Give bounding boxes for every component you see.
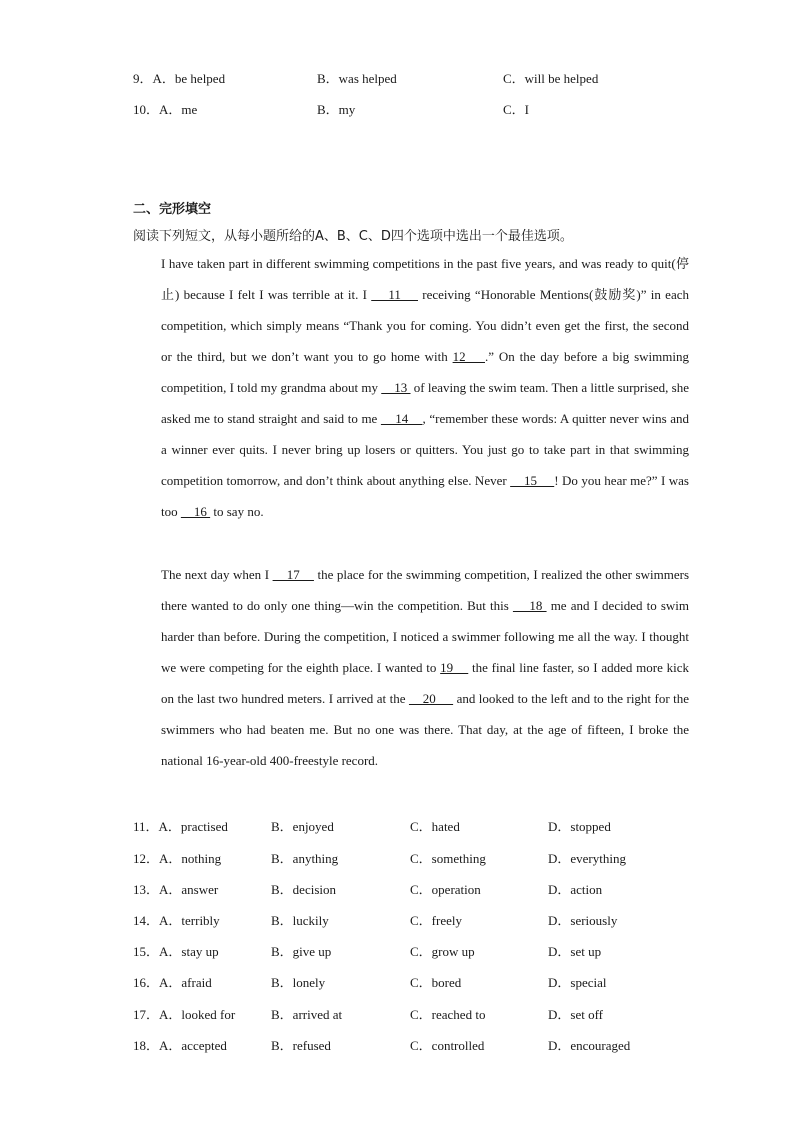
option-a: A．practised [158,819,228,834]
option-b: B．lonely [271,975,326,990]
blank-11: 11 [371,287,418,302]
option-c: C．grow up [410,944,475,959]
question-number: 11． [133,819,159,834]
option-b: B．refused [271,1038,331,1053]
option-d: D．set off [548,1007,604,1022]
blank-18: 18 [512,598,547,613]
option-b: B．give up [271,944,332,959]
blank-12: 12 [452,349,485,364]
option-a: A．afraid [159,975,212,990]
option-b: B．was helped [317,71,397,86]
option-c: C．operation [410,882,481,897]
option-d: D．everything [548,851,626,866]
question-number: 10．A．me [133,102,198,117]
section-title: 二、完形填空 [133,202,212,217]
passage-paragraph-1: I have taken part in different swimming competitions in the past five years, and was ready to quit(停止) because I felt I was terrible at it. I 11 receiving “Honorable Mentions(鼓励奖)” in each competition, which simply means “Thank you for coming. You didn’t even get the first, the second or the third, but we don’t want you to go home with 12 .” On the day before a big swimming competition, I told my grandma about my 13 of leaving the swim team. Then a little surprised, she asked me to stand straight and said to me 14 , “remember these words: A quitter never wins and a winner ever quits. I never bring up losers or quitters. You just go to take part in that swimming competition tomorrow, and don’t think about anything else. Never 15 ! Do you hear me?” I was too 16 to say no. [161,256,690,519]
option-a: A．terribly [159,913,220,928]
option-d: D．encouraged [548,1038,631,1053]
option-a: A．nothing [159,851,222,866]
option-c: C．will be helped [503,71,599,86]
option-b: B．arrived at [271,1007,343,1022]
option-c: C．reached to [410,1007,486,1022]
option-d: D．action [548,882,603,897]
question-number: 14． [133,913,160,928]
option-a: A．looked for [159,1007,236,1022]
question-number: 13． [133,882,160,897]
option-b: B．decision [271,882,336,897]
option-b: B．enjoyed [271,819,334,834]
option-d: D．special [548,975,607,990]
option-c: C．bored [410,975,462,990]
option-d: D．seriously [548,913,618,928]
question-number: 18． [133,1038,160,1053]
passage-paragraph-2: The next day when I 17 the place for the swimming competition, I realized the other swimmers there wanted to do only one thing—win the competition. But this 18 me and I decided to swim harder than before. During the competition, I noticed a swimmer following me all the way. I thought we were competing for the eighth place. I wanted to 19 the final line faster, so I added more kick on the last two hundred meters. I arrived at the 20 and looked to the left and to the right for the swimmers who had beaten me. But no one was there. That day, at the age of fifteen, I broke the national 16-year-old 400-freestyle record. [161,567,690,768]
option-c: C．freely [410,913,462,928]
blank-17: 17 [272,567,314,582]
question-number: 15． [133,944,160,959]
option-c: C．hated [410,819,460,834]
option-c: C．I [503,102,530,117]
option-d: D．set up [548,944,602,959]
blank-20: 20 [408,691,454,706]
option-a: A．stay up [159,944,219,959]
question-number: 12． [133,851,160,866]
section-instruction: 阅读下列短文，从每小题所给的A、B、C、D四个选项中选出一个最佳选项。 [133,229,573,244]
question-number: 9．A．be helped [133,71,226,86]
blank-15: 15 [510,473,555,488]
option-c: C．controlled [410,1038,485,1053]
blank-13: 13 [381,380,411,395]
question-number: 16． [133,975,160,990]
blank-16: 16 [180,504,211,519]
option-b: B．luckily [271,913,329,928]
option-b: B．anything [271,851,339,866]
option-c: C．something [410,851,486,866]
blank-19: 19 [440,660,469,675]
option-a: A．answer [159,882,219,897]
question-number: 17． [133,1007,160,1022]
option-b: B．my [317,102,356,117]
option-a: A．accepted [159,1038,227,1053]
blank-14: 14 [380,411,423,426]
option-d: D．stopped [548,819,611,834]
